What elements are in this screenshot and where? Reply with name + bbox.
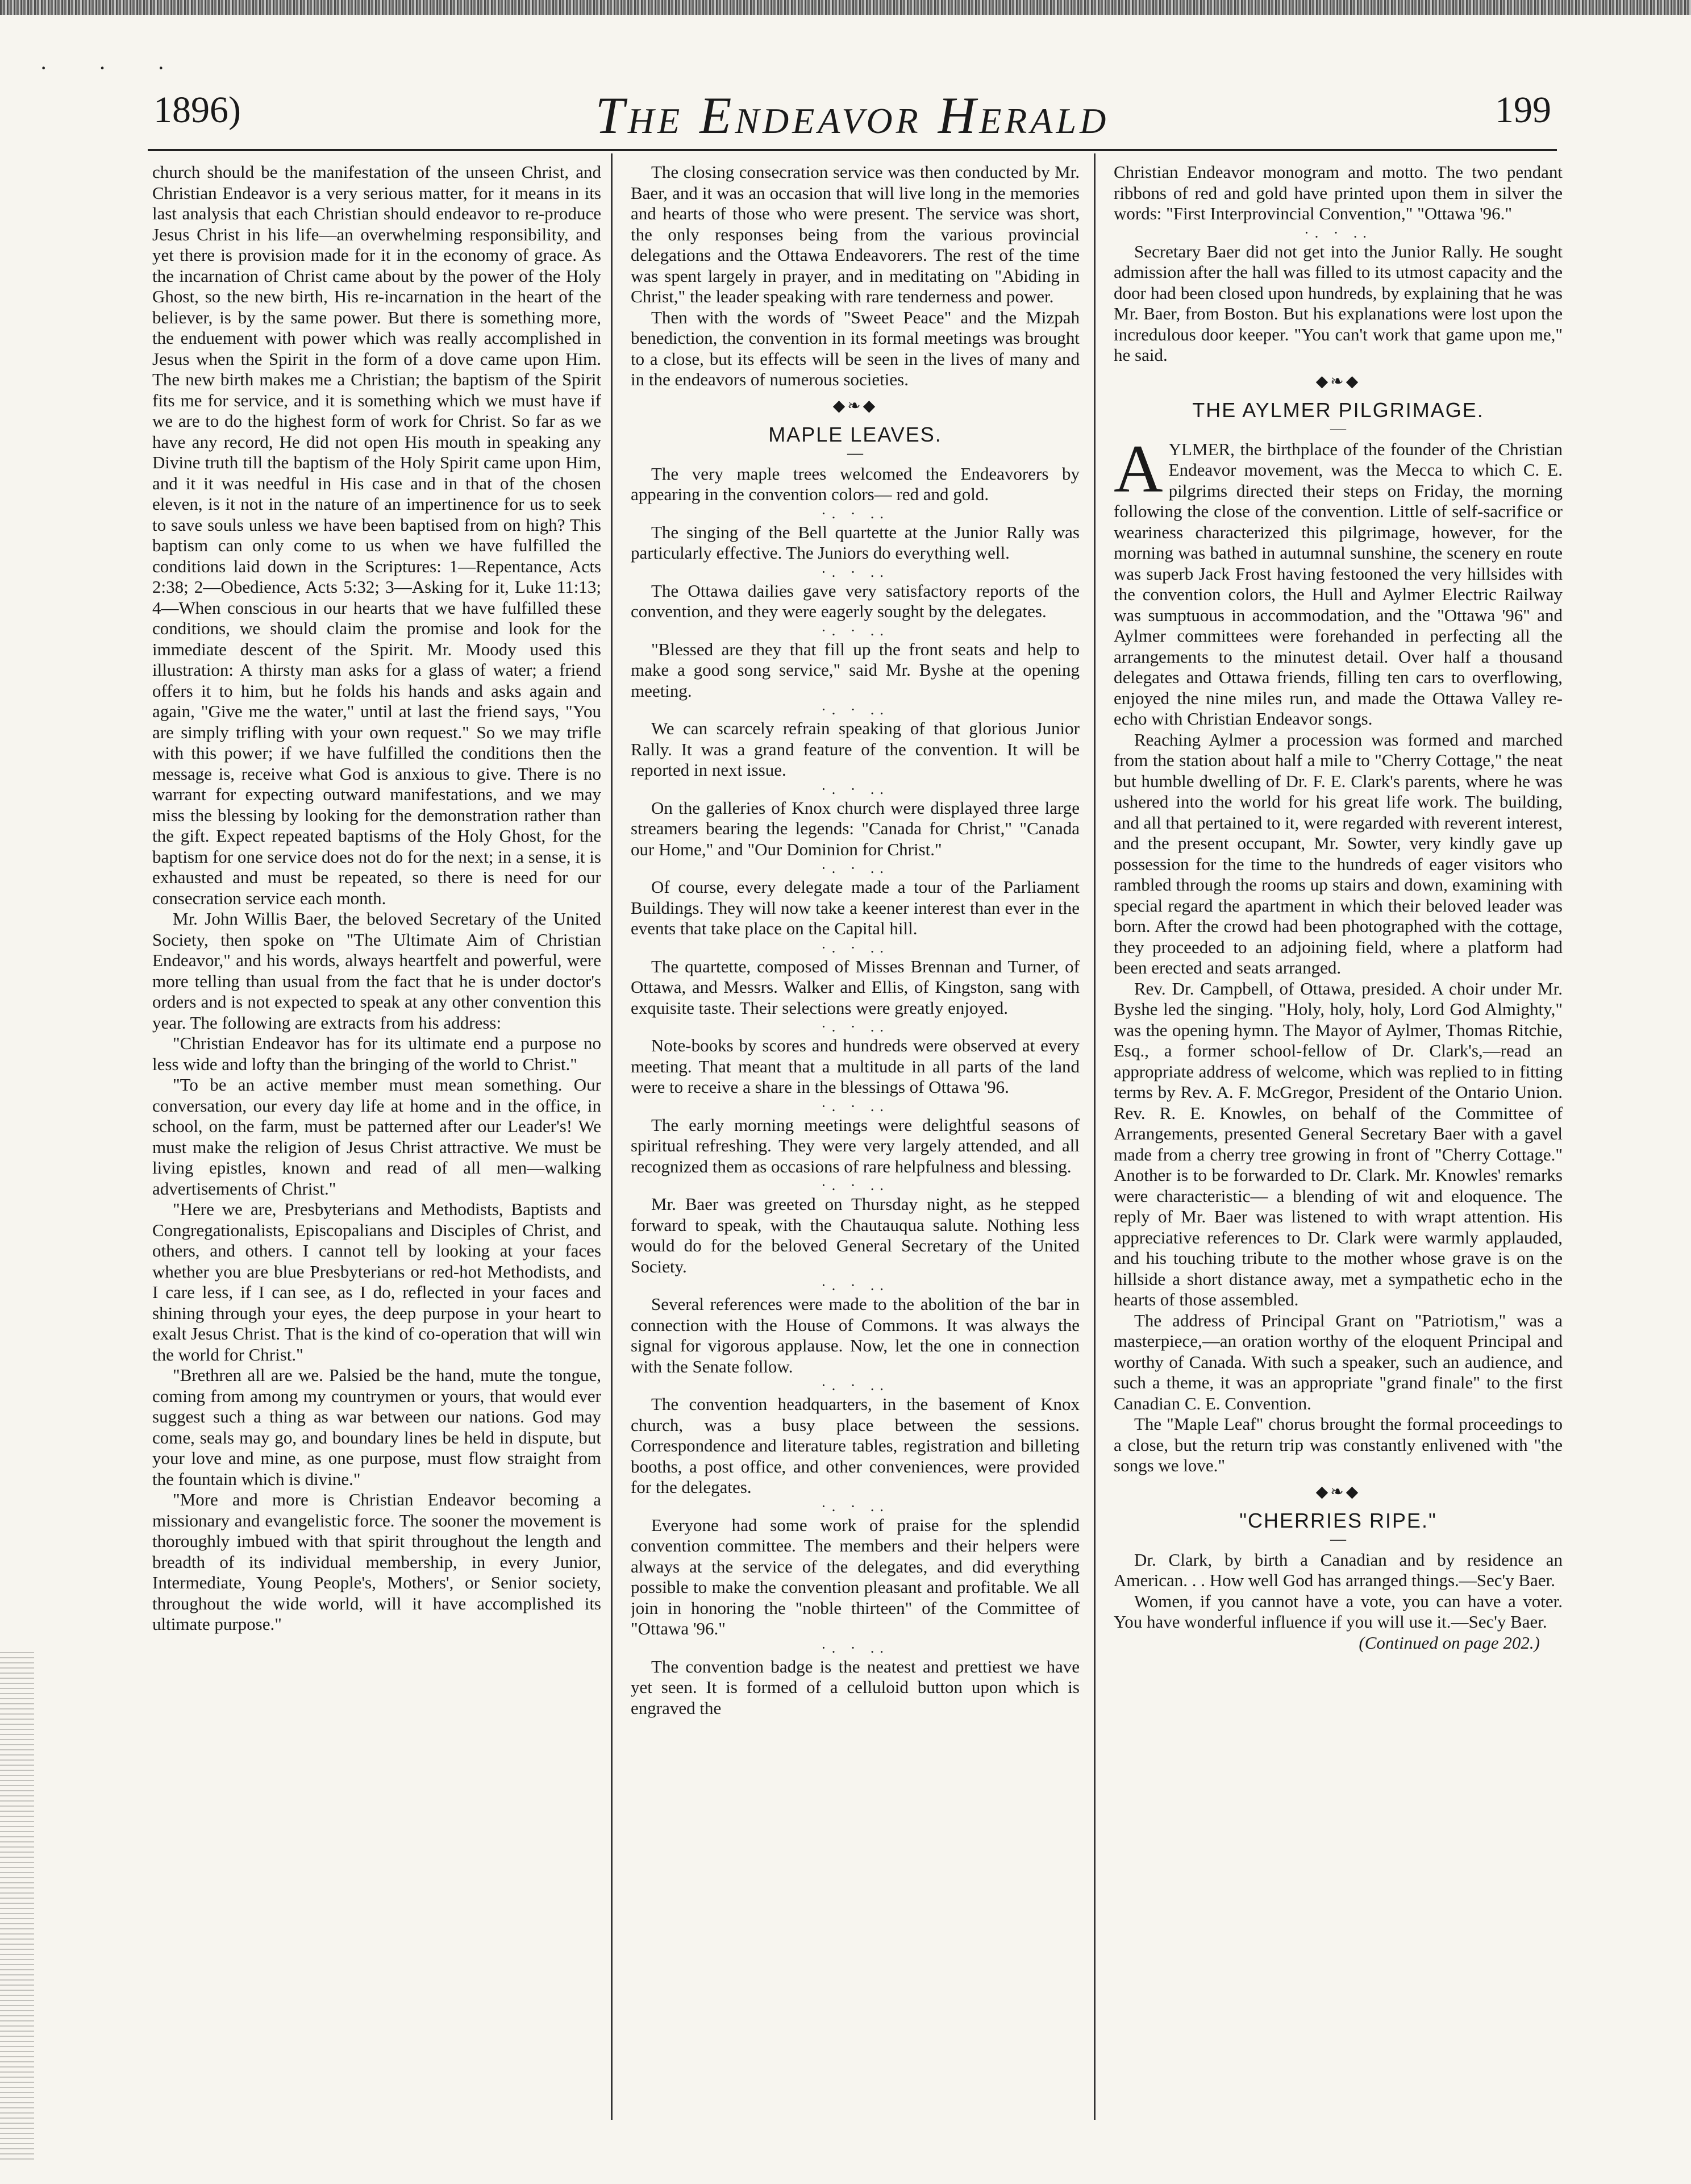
quote-paragraph: "Here we are, Presbyterians and Methodists, Baptists and Congregationalists, Episcopalians and Disciples of Christ, and others, and others. I cannot tell by looking at your faces whether you are blue Presbyterians or red-hot Methodists, and I care less, if I can see, as I do, reflected in your faces and shining through your eyes, the deep purpose in your heart to exalt Jesus Christ. That is the kind of co-operation that will win the world for Christ." [152,1199,601,1365]
column-2 [631,162,1080,2123]
heading-dash: — [847,444,863,462]
paragraph: Women, if you cannot have a vote, you can have a voter. You have wonderful influence if you will use it.—Sec'y Baer. [1114,1591,1563,1632]
news-item: The singing of the Bell quartette at the Junior Rally was particularly effective. The Juniors do everything well. [631,522,1080,563]
dot-separator: ·. · .. [821,780,889,797]
dot-separator: ·. · .. [821,860,889,876]
dot-separator: ·. · .. [821,505,889,522]
dot-separator: ·. · .. [821,1497,889,1515]
dot-separator: ·. · .. [821,563,889,580]
news-item: On the galleries of Knox church were displayed three large streamers bearing the legends: "Canada for Christ," "Canada our Home," and "Our Dominion for Christ." [631,797,1080,859]
news-item: Mr. Baer was greeted on Thursday night, as he stepped forward to speak, with the Chautauqua salute. Nothing less would do for the beloved General Secretary of the United Society. [631,1194,1080,1276]
paragraph: Mr. John Willis Baer, the beloved Secretary of the United Society, then spoke on "The Ultimate Aim of Christian Endeavor," and his words, always heartfelt and powerful, were more telling than usual from the fact that he is under doctor's orders and is not expected to speak at any other convention this year. The following are extracts from his address: [152,909,601,1033]
news-item: Of course, every delegate made a tour of the Parliament Buildings. They will now take a keener interest than ever in the events that take place on the Capital hill. [631,877,1080,938]
paragraph: Reaching Aylmer a procession was formed and marched from the station about half a mile to "Cherry Cottage," the neat but humble dwelling of Dr. F. E. Clark's parents, where he was ushered into the world for his great life work. The building, and all that pertained to it, were regarded with reverent interest, and the present occupant, Mr. Sowter, very kindly gave up possession for the time to the hundreds of eager visitors who rambled through the rooms up stairs and down, examining with special regard the apartment in which their beloved leader was born. After the crowd had been photographed with the cottage, they proceeded to an adjoining field, where a platform had been erected and seats arranged. [1114,729,1563,977]
heading-dash: — [1330,1530,1346,1548]
dot-separator: ·. · .. [821,939,889,956]
paragraph: The "Maple Leaf" chorus brought the formal proceedings to a close, but the return trip was constantly enlivened with "the songs we love." [1114,1414,1563,1475]
paragraph [1114,430,1563,730]
column-rule-1 [611,153,613,2120]
header-rule [148,149,1557,151]
dot-separator: ·. · .. [821,1018,889,1035]
dot-separator: ·. · .. [821,1377,889,1393]
scan-edge-noise [0,1648,34,2160]
dot-separator: ·. · .. [1304,224,1372,241]
page-number: 199 [1495,89,1551,131]
paragraph: The address of Principal Grant on "Patriotism," was a masterpiece,—an oration worthy of the eloquent Principal and worthy of Canada. With such a speaker, such an audience, and such a theme, it was an appropriate "grand finale" to the first Canadian C. E. Convention. [1114,1310,1563,1413]
ornament-divider: ◆❧◆ [1315,1483,1361,1501]
column-rule-2 [1094,153,1096,2120]
drop-cap: A [1114,430,1163,506]
dot-separator: ·. · .. [821,701,889,718]
quote-paragraph: "Christian Endeavor has for its ultimate end a purpose no less wide and lofty than the bringing of the world to Christ." [152,1033,601,1074]
news-item: Several references were made to the abolition of the bar in connection with the House of Commons. It was always the signal for vigorous applause. Now, let the one in connection with the Senate follow. [631,1294,1080,1376]
continued-note: (Continued on page 202.) [1359,1632,1540,1653]
paragraph: Secretary Baer did not get into the Junior Rally. He sought admission after the hall was filled to its utmost capacity and the door had been closed upon hundreds, by explaining that he was Mr. Baer, from Boston. But his explanations were lost upon the incredulous door keeper. "You can't work that game upon me," he said. [1114,241,1563,365]
paragraph: Dr. Clark, by birth a Canadian and by residence an American. . . How well God has arranged things.—Sec'y Baer. [1114,1549,1563,1590]
column-3 [1114,162,1563,2123]
paragraph: Rev. Dr. Campbell, of Ottawa, presided. A choir under Mr. Byshe led the singing. "Holy, holy, holy, Lord God Almighty," was the opening hymn. The Mayor of Aylmer, Thomas Ritchie, Esq., a former school-fellow of Dr. Clark's,—read an appropriate address of welcome, which was replied to in fitting terms by Rev. A. F. McGregor, President of the Ontario Union. Rev. R. E. Knowles, on behalf of the Committee of Arrangements, presented General Secretary Baer with a gavel made from a cherry tree growing in front of "Cherry Cottage." Another is to be forwarded to Dr. Clark. Mr. Knowles' remarks were characteristic— a blending of wit and eloquence. The reply of Mr. Baer was listened to with wrapt attention. His appreciative references to Dr. Clark were warmly applauded, and his touching tribute to the mother whose grave is on the hillside a short distance away, met a sympathetic echo in the hearts of those assembled. [1114,978,1563,1309]
paragraph: The closing consecration service was then conducted by Mr. Baer, and it was an occasion that will live long in the memories and hearts of those who were present. The service was short, the only responses being from the various provincial delegations and the Ottawa Endeavorers. The rest of the time was spent largely in prayer, and in meditating on "Abiding in Christ," the leader speaking with rare tenderness and power. [631,162,1080,306]
scan-border [0,0,1691,15]
issue-date: 1896) [153,89,241,131]
news-item: The quartette, composed of Misses Brennan and Turner, of Ottawa, and Messrs. Walker and Ellis, of Kingston, sang with exquisite taste. Their selections were greatly enjoyed. [631,956,1080,1018]
news-item: The convention badge is the neatest and prettiest we have yet seen. It is formed of a celluloid button upon which is engraved the [631,1656,1080,1718]
scan-specks: · · · [40,55,188,81]
paragraph: church should be the manifestation of the unseen Christ, and Christian Endeavor is a very serious matter, for it means in its last analysis that each Christian should endeavor to re-produce Jesus Christ in his life—an overwhelming responsibility, and yet there is provision made for it in the economy of grace. As the incarnation of Christ came about by the power of the Holy Ghost, so the new birth, His re-incarnation in the heart of the believer, is by the same power. But there is something more, the enduement with power which was really accomplished in Jesus when the Spirit in the form of a dove came upon Him. The new birth makes me a Christian; the baptism of the Spirit fits me for service, and it is something which we must have if we are to do the highest form of work for Christ. So far as we have any record, He did not open His mouth in speaking any Divine truth till the baptism of the Holy Spirit came upon Him, and it it was needful in His case and in that of the chosen eleven, is it not in the nature of an impertinence for us to seek to save souls unless we have been baptised from on high? This baptism can only come to us when we have fulfilled the conditions laid down in the Scriptures: 1—Repentance, Acts 2:38; 2—Obedience, Acts 5:32; 3—Asking for it, Luke 11:13; 4—When conscious in our hearts that we have fulfilled these conditions, we should claim the promise and look for the immediate descent of the Spirit. Mr. Moody used this illustration: A thirsty man asks for a glass of water; a friend offers it to him, but he folds his hands and asks again and again, "Give me the water," until at last the friend says, "You are simply trifling with your own request." So we may trifle with this power; if we have fulfilled the conditions then the message is, receive what God is anxious to give. There is no warrant for expecting outward manifestations, and we may miss the blessing by looking for the demonstration rather than the gift. Expect repeated baptisms of the Holy Ghost, for the baptism for one service does not do for the next; in a sense, it is exhausted and must be repeated, so there is need for our consecration service each month. [152,162,601,908]
dot-separator: ·. · .. [821,622,889,639]
quote-paragraph: "To be an active member must mean something. Our conversation, our every day life at home and in the office, in school, on the farm, must be patterned after our Leader's! We must make the religion of Jesus Christ attractive. We must be living epistles, known and read of all men—walking advertisements of Christ." [152,1075,601,1199]
heading-dash: — [1330,419,1346,438]
news-item: The very maple trees welcomed the Endeavorers by appearing in the convention colors— red and gold. [631,463,1080,504]
dot-separator: ·. · .. [821,1177,889,1193]
ornament-divider: ◆❧◆ [1315,372,1361,390]
dot-separator: ·. · .. [821,1097,889,1114]
paragraph: Then with the words of "Sweet Peace" and the Mizpah benediction, the convention in its formal meetings was brought to a close, but its effects will be seen in the lives of many and in the endeavors of numerous societies. [631,307,1080,389]
section-heading-maple-leaves: MAPLE LEAVES. [768,423,942,446]
dot-separator: ·. · .. [821,1639,889,1656]
column-1 [152,162,601,2123]
news-item: Note-books by scores and hundreds were observed at every meeting. That meant that a multitude in all parts of the land were to receive a share in the blessings of Ottawa '96. [631,1035,1080,1097]
news-item: The early morning meetings were delightful seasons of spiritual refreshing. They were very largely attended, and all recognized them as occasions of rare helpfulness and blessing. [631,1114,1080,1176]
section-heading-cherries: "CHERRIES RIPE." [1239,1509,1437,1532]
ornament-divider: ◆❧◆ [832,397,878,415]
section-heading-aylmer: THE AYLMER PILGRIMAGE. [1192,398,1484,422]
quote-paragraph: "Brethren all are we. Palsied be the hand, mute the tongue, coming from among my countrymen or yours, that would ever suggest such a thing as war between our nations. God may come, seals may go, and boundary lines be held in dispute, but your love and mine, as one purpose, must flow straight from the fountain which is divine." [152,1365,601,1489]
news-item: We can scarcely refrain speaking of that glorious Junior Rally. It was a grand feature of the convention. It will be reported in next issue. [631,718,1080,780]
news-item: The convention headquarters, in the basement of Knox church, was a busy place between the sessions. Correspondence and literature tables, registration and billeting booths, a post office, and other conveniences, were provided for the delegates. [631,1394,1080,1497]
paragraph: Christian Endeavor monogram and motto. The two pendant ribbons of red and gold have printed upon them in silver the words: "First Interprovincial Convention," "Ottawa '96." [1114,162,1563,223]
dot-separator: ·. · .. [821,1277,889,1293]
news-item: The Ottawa dailies gave very satisfactory reports of the convention, and they were eagerly sought by the delegates. [631,580,1080,621]
news-item: Everyone had some work of praise for the splendid convention committee. The members and their helpers were always at the service of the delegates, and did everything possible to make the convention pleasant and profitable. We all join in honoring the "noble thirteen" of the Committee of "Ottawa '96." [631,1515,1080,1638]
quote-paragraph: "More and more is Christian Endeavor becoming a missionary and evangelistic force. The sooner the movement is thoroughly imbued with that spirit throughout the length and breadth of its individual membership, in every Junior, Intermediate, Young People's, Mothers', or Senior society, throughout the wide world, will it have accomplished its ultimate purpose." [152,1490,601,1634]
publication-title: The Endeavor Herald [595,86,1110,144]
news-item: "Blessed are they that fill up the front seats and help to make a good song service," said Mr. Byshe at the opening meeting. [631,639,1080,701]
running-header [153,85,1551,148]
paragraph-text: YLMER, the birthplace of the founder of the Christian Endeavor movement, was the Mecca to which C. E. pilgrims directed their steps on Friday, the morning following the close of the convention. Little of self-sacrifice or weariness characterized this pilgrimage, however, for the morning was bathed in autumnal sunshine, the scenery en route was superb Jack Frost having festooned the very hillsides with the convention colors, the Hull and Aylmer Electric Railway was sumptuous in accommodation, and the "Ottawa '96" and Aylmer committees were forehanded in perfecting all the arrangements to the minutest detail. Over half a thousand delegates and Ottawa friends, filling ten cars to overflowing, enjoyed the nine miles run, and made the Ottawa Valley re-echo with Christian Endeavor songs. [1114,439,1563,729]
